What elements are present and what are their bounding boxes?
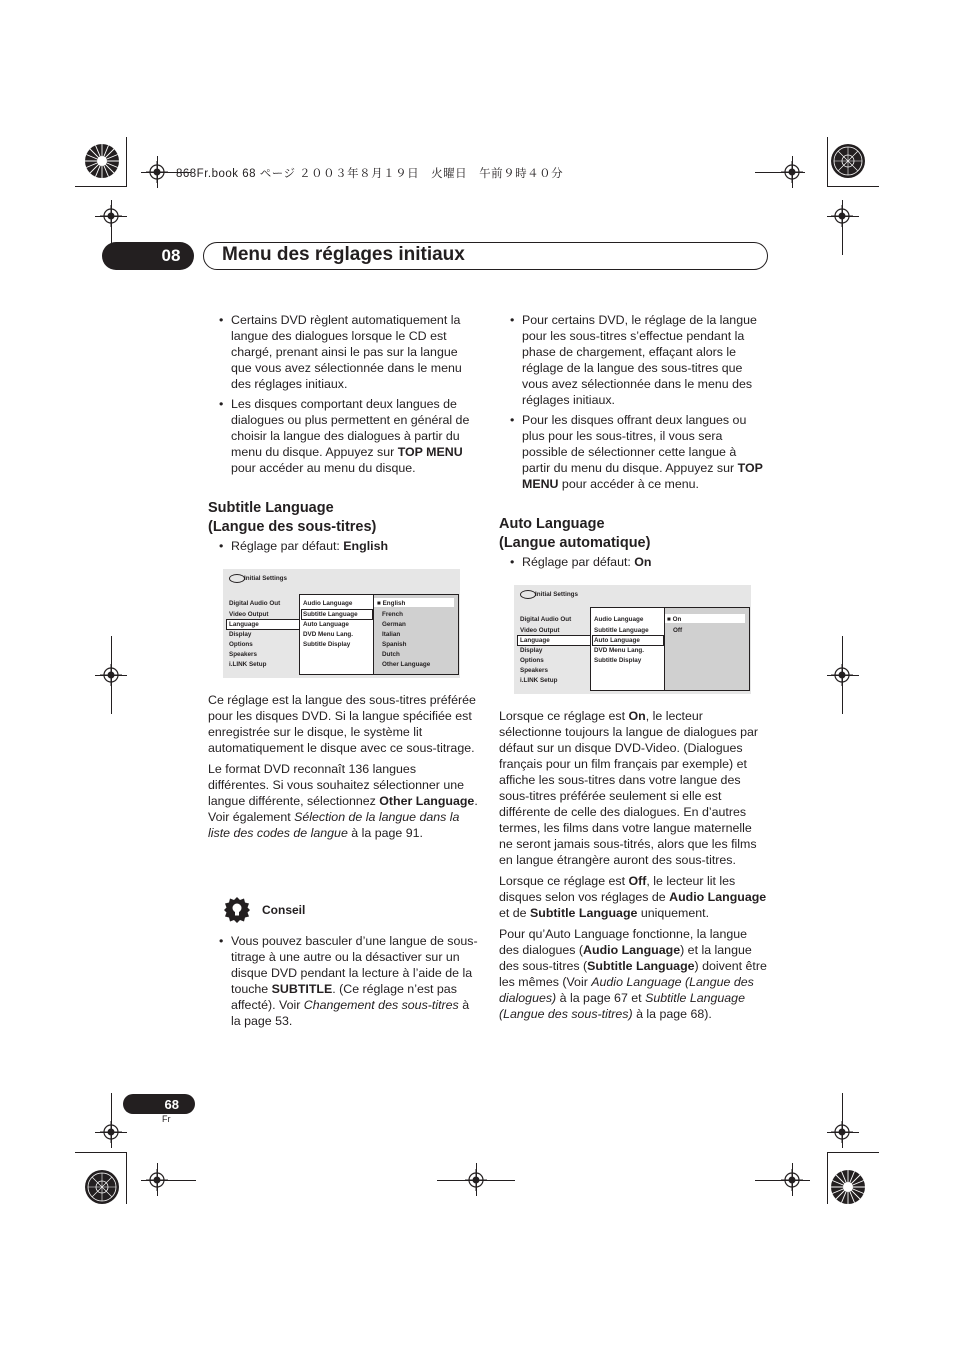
osd-menu-item: Display [520, 647, 543, 654]
left-bullet-list [208, 312, 478, 476]
osd-menu-item: Options [520, 657, 544, 664]
osd-option: Spanish [382, 641, 407, 648]
osd-menu-item: Speakers [520, 667, 549, 674]
osd-menu-item: Speakers [229, 651, 258, 658]
osd-menu-item: Digital Audio Out [229, 600, 281, 607]
osd-menu-item: Video Output [520, 627, 560, 634]
osd-option-selected: ■ On [667, 616, 682, 623]
list-item: • Certains DVD règlent automatiquement la langue des dialogues lorsque le CD est chargé, prenant ainsi le pas sur la langue que vous avez sélectionnée dans le menu des réglages initiaux. [208, 312, 478, 392]
osd-subtitle-language-screen [223, 569, 460, 678]
osd-option: Dutch [382, 651, 400, 658]
auto-language-description [499, 708, 767, 1027]
list-item: • Vous pouvez basculer d’une langue de sous-titrage à une autre ou la désactiver sur un disque DVD pendant la lecture à l’aide de la touche SUBTITLE. (Ce réglage n’est pas affecté). Voir Changement des sous-titres à la page 53. [208, 933, 478, 1029]
page-number: 68 [164, 1096, 179, 1112]
osd-title: Initial Settings [244, 575, 288, 582]
list-item: • Les disques comportant deux langues de dialogues ou plus permettent en général de choisir la langue des dialogues à partir du menu du disque. Appuyez sur TOP MENU pour accéder au menu du disque. [208, 396, 478, 476]
tip-label: Conseil [262, 903, 306, 917]
registration-mark-icon [831, 1121, 853, 1143]
osd-option: Other Language [382, 661, 431, 668]
osd-auto-language-screen [514, 585, 751, 694]
osd-submenu-item: Subtitle Display [303, 641, 351, 648]
color-wheel-mark-icon [830, 1169, 866, 1205]
osd-submenu-item: Subtitle Display [594, 657, 642, 664]
auto-default-setting [499, 554, 767, 574]
chapter-number: 08 [161, 246, 181, 265]
tip-content [208, 933, 478, 1033]
paragraph: Ce réglage est la langue des sous-titres préférée pour les disques DVD. Si la langue spécifiée est enregistrée sur le disque, le système lit automatiquement le disque avec ce sous-titrage. [208, 693, 476, 755]
registration-mark-icon [465, 1169, 487, 1191]
section-heading-subtitle-language: Subtitle Language (Langue des sous-titres) [208, 500, 377, 535]
osd-menu-item: Display [229, 631, 252, 638]
lightbulb-tip-icon [224, 897, 250, 923]
chapter-title: Menu des réglages initiaux [222, 244, 465, 265]
paragraph: Pour qu’Auto Language fonctionne, la langue des dialogues (Audio Language) et la langue des sous-titres (Subtitle Language) doivent être les mêmes (Voir Audio Language (Langue des dialogues) à la page 67 et Subtitle Language (Langue des sous-titres) à la page 68). [499, 927, 767, 1021]
subtitle-language-description [208, 692, 478, 846]
osd-submenu-item: DVD Menu Lang. [594, 647, 645, 654]
registration-mark-icon [146, 161, 168, 183]
osd-menu-item: Video Output [229, 611, 269, 618]
osd-menu-item-selected: Language [229, 621, 259, 628]
color-wheel-mark-icon [830, 143, 866, 179]
list-item: • Pour les disques offrant deux langues ou plus pour les sous-titres, il vous sera possible de sélectionner cette langue à partir du menu du disque. Appuyez sur TOP MENU pour accéder à ce menu. [499, 412, 767, 492]
osd-submenu-item: Auto Language [303, 621, 349, 628]
section-heading-auto-language: Auto Language (Langue automatique) [499, 516, 651, 551]
list-item: • Réglage par défaut: English [208, 538, 478, 554]
osd-title: Initial Settings [535, 591, 579, 598]
osd-submenu-item-selected: Subtitle Language [303, 611, 358, 618]
osd-option: French [382, 611, 403, 618]
osd-submenu-item: Subtitle Language [594, 627, 649, 634]
registration-mark-icon [781, 161, 803, 183]
page-language-code: Fr [162, 1114, 171, 1124]
left-column [208, 312, 478, 480]
osd-submenu-item: Audio Language [594, 616, 644, 623]
osd-menu-item: i.LINK Setup [520, 677, 558, 684]
osd-menu-item: i.LINK Setup [229, 661, 267, 668]
right-column [499, 312, 767, 496]
book-info-slug: 868Fr.book 68 ページ ２００３年８月１９日 火曜日 午前９時４０分 [176, 168, 564, 180]
right-bullet-list [499, 312, 767, 492]
registration-mark-icon [831, 664, 853, 686]
osd-option: Off [673, 627, 683, 634]
osd-submenu-item: DVD Menu Lang. [303, 631, 354, 638]
registration-mark-icon [781, 1169, 803, 1191]
color-wheel-mark-icon [84, 143, 120, 179]
color-wheel-mark-icon [84, 1169, 120, 1205]
page-number-badge [123, 1094, 195, 1114]
paragraph: Le format DVD reconnaît 136 langues différentes. Si vous souhaitez sélectionner une langue différente, sélectionnez Other Language. Voir également Sélection de la langue dans la liste des codes de langue à la page 91. [208, 762, 478, 840]
registration-mark-icon [146, 1169, 168, 1191]
registration-mark-icon [100, 205, 122, 227]
osd-option: German [382, 621, 406, 628]
osd-submenu-item-selected: Auto Language [594, 637, 640, 644]
list-item: • Réglage par défaut: On [499, 554, 767, 570]
disc-icon [229, 574, 245, 583]
subtitle-default-setting [208, 538, 478, 558]
list-item: • Pour certains DVD, le réglage de la langue pour les sous-titres s’effectue pendant la phase de chargement, effaçant alors le réglage de la langue des sous-titres que vous avez sélectionnée dans le menu des réglages initiaux. [499, 312, 767, 408]
registration-mark-icon [831, 205, 853, 227]
osd-menu-item-selected: Language [520, 637, 550, 644]
osd-submenu-item: Audio Language [303, 600, 353, 607]
registration-mark-icon [100, 664, 122, 686]
paragraph: Lorsque ce réglage est Off, le lecteur lit les disques selon vos réglages de Audio Language et de Subtitle Language uniquement. [499, 874, 767, 920]
osd-menu-item: Digital Audio Out [520, 616, 572, 623]
osd-option-selected: ■ English [377, 600, 406, 607]
osd-option: Italian [382, 631, 401, 638]
registration-mark-icon [100, 1121, 122, 1143]
osd-menu-item: Options [229, 641, 253, 648]
disc-icon [520, 590, 536, 599]
chapter-number-badge [102, 242, 194, 270]
paragraph: Lorsque ce réglage est On, le lecteur sélectionne toujours la langue de dialogues par défaut sur un disque DVD-Video. (Dialogues français pour un film français par exemple) et affiche les sous-titres dans votre langue des sous-titres préférée seulement si elle est différente de celle des dialogues. En d’autres termes, les films dans votre langue maternelle ne seront jamais sous-titrés, alors que les films en langue étrangère auront des sous-titres. [499, 709, 759, 867]
